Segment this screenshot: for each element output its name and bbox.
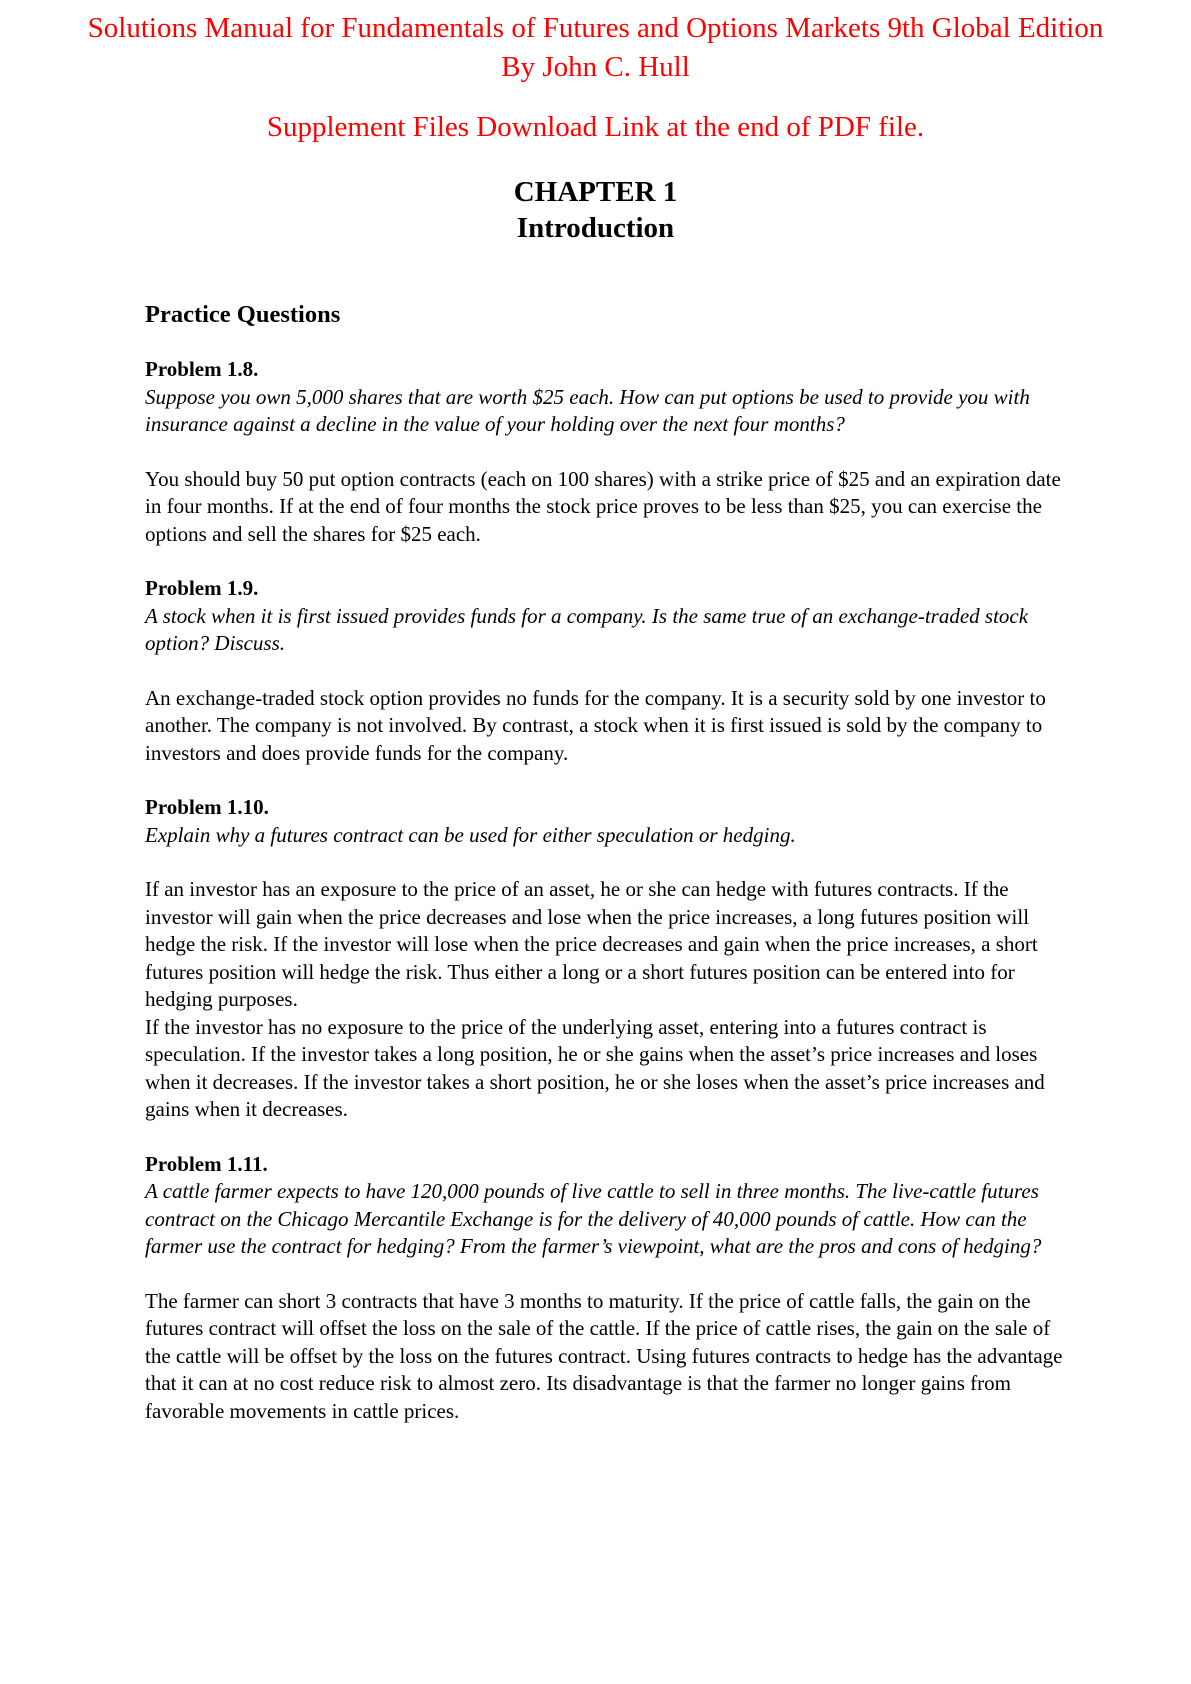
problem-answer [145,1288,1065,1426]
chapter-number: CHAPTER 1 [513,176,678,208]
main-content [145,300,1065,1452]
problem-question: A stock when it is first issued provides funds for a company. Is the same true of an exchange-traded stock option? Discuss. [145,603,1029,655]
banner-author: By John C. Hull [501,51,690,83]
problem-question: Explain why a futures contract can be used for either speculation or hedging. [145,822,796,847]
problem-answer [145,466,1065,549]
problem-1-8 [145,356,1065,548]
problem-title: Problem 1.8. [145,357,259,381]
section-title: Practice Questions [145,301,341,328]
answer-paragraph: If the investor has no exposure to the price of the underlying asset, entering into a futures contract is speculation. If the investor takes a long position, he or she gains when the asset’s price increases and loses when it decreases. If the investor takes a short position, he or she loses when the asset’s price increases and gains when it decreases. [145,1014,1045,1121]
problem-title: Problem 1.9. [145,576,259,600]
answer-paragraph: If an investor has an exposure to the price of an asset, he or she can hedge with futures contracts. If the investor will gain when the price decreases and lose when the price increases, a long futures position will hedge the risk. If the investor will lose when the price decreases and gain when the price increases, a short futures position will hedge the risk. Thus either a long or a short futures position can be entered into for hedging purposes. [145,877,1038,1011]
answer-paragraph: The farmer can short 3 contracts that have 3 months to maturity. If the price of cattle falls, the gain on the futures contract will offset the loss on the sale of the cattle. If the price of cattle rises, the gain on the sale of the cattle will be offset by the loss on the futures contract. Using futures contracts to hedge has the advantage that it can at no cost reduce risk to almost zero. Its disadvantage is that the farmer no longer gains from favorable movements in cattle prices. [145,1288,1063,1423]
problem-question: Suppose you own 5,000 shares that are worth $25 each. How can put options be used to provide you with insurance against a decline in the value of your holding over the next four months? [145,384,1030,436]
banner-supplement-note: Supplement Files Download Link at the end of PDF file. [266,111,925,143]
banner-title: Solutions Manual for Fundamentals of Futures and Options Markets 9th Global Edition [87,12,1104,44]
problem-1-9 [145,575,1065,767]
answer-paragraph: You should buy 50 put option contracts (each on 100 shares) with a strike price of $25 and an expiration date in four months. If at the end of four months the stock price proves to be less than $25, you can exercise the options and sell the shares for $25 each. [145,466,1061,546]
problem-answer [145,876,1065,1124]
problem-question: A cattle farmer expects to have 120,000 pounds of live cattle to sell in three months. The live-cattle futures contract on the Chicago Mercantile Exchange is for the delivery of 40,000 pounds of cattle. How can the farmer use the contract for hedging? From the farmer’s viewpoint, what are the pros and cons of hedging? [145,1179,1042,1258]
problem-1-10 [145,794,1065,1124]
problem-title: Problem 1.10. [145,795,269,819]
problem-title: Problem 1.11. [145,1151,268,1176]
answer-paragraph: An exchange-traded stock option provides no funds for the company. It is a security sold by one investor to another. The company is not involved. By contrast, a stock when it is first issued is sold by the company to investors and does provide funds for the company. [145,685,1046,765]
chapter-title: Introduction [516,212,675,244]
problem-answer [145,685,1065,768]
problem-1-11 [145,1151,1065,1426]
